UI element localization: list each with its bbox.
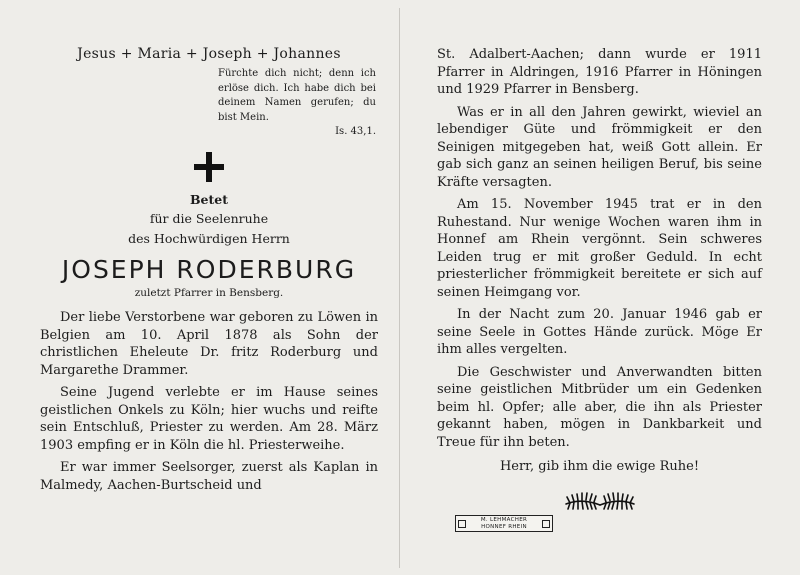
- biography-paragraph: Der liebe Verstorbene war geboren zu Löwen in Belgien am 10. April 1878 als Sohn der christlichen Eheleute Dr. fritz Roderburg und Margarethe Drammer.: [40, 310, 378, 378]
- printer-location: HONNEF RHEIN: [481, 523, 527, 530]
- imprint-ornament-icon: [458, 520, 466, 528]
- card-fold: [399, 8, 400, 568]
- invocation: Jesus + Maria + Joseph + Johannes: [77, 46, 341, 62]
- scripture-quote: Fürchte dich nicht; denn ich erlöse dich. Ich habe dich bei deinem Namen gerufen; du bist Mein.: [218, 68, 376, 123]
- biography-paragraph: Die Geschwister und Anverwandten bitten seine geistlichen Mitbrüder um ein Gedenken beim hl. Opfer; alle aber, die ihn als Priester gekannt haben, mögen in Dankbarkeit und Treue für ihn beten.: [437, 364, 762, 450]
- right-page: [437, 46, 762, 514]
- printer-imprint: [455, 515, 553, 532]
- intention-line-1: für die Seelenruhe: [149, 211, 269, 226]
- deceased-name: JOSEPH RODERBURG: [61, 255, 357, 284]
- palm-branches-icon: [562, 488, 638, 514]
- intention-line-2: des Hochwürdigen Herrn: [128, 231, 290, 246]
- biography-paragraph: Am 15. November 1945 trat er in den Ruhestand. Nur wenige Wochen waren ihm in Honnef am Rhein vergönnt. Sein schweres Leiden trug er mit großer Geduld. In echt priesterlicher frömmigkeit bereitete er sich auf seinen Heimgang vor.: [437, 197, 762, 300]
- imprint-ornament-icon: [542, 520, 550, 528]
- scripture-reference: Is. 43,1.: [335, 126, 376, 137]
- closing-prayer: Herr, gib ihm die ewige Ruhe!: [499, 459, 700, 474]
- cross-icon: [194, 152, 224, 182]
- left-page: [40, 46, 378, 499]
- pray-heading: Betet: [189, 192, 229, 207]
- biography-paragraph: Was er in all den Jahren gewirkt, wieviel an lebendiger Güte und frömmigkeit er den Seinigen mitgegeben hat, weiß Gott allein. Er gab sich ganz an seinen heiligen Beruf, bis seine Kräfte versagten.: [437, 104, 762, 190]
- biography-paragraph: In der Nacht zum 20. Januar 1946 gab er seine Seele in Gottes Hände zurück. Möge Er ihm alles vergelten.: [437, 307, 762, 357]
- deceased-title: zuletzt Pfarrer in Bensberg.: [134, 287, 284, 299]
- printer-name: M. LEHMACHER: [480, 517, 528, 523]
- biography-paragraph: Er war immer Seelsorger, zuerst als Kaplan in Malmedy, Aachen-Burtscheid und: [40, 460, 378, 493]
- biography-paragraph: Seine Jugend verlebte er im Hause seines geistlichen Onkels zu Köln; hier wuchs und reifte sein Entschluß, Priester zu werden. Am 28. März 1903 empfing er in Köln die hl. Priesterweihe.: [40, 385, 378, 453]
- biography-paragraph: St. Adalbert-Aachen; dann wurde er 1911 Pfarrer in Aldringen, 1916 Pfarrer in Höningen und 1929 Pfarrer in Bensberg.: [437, 47, 762, 97]
